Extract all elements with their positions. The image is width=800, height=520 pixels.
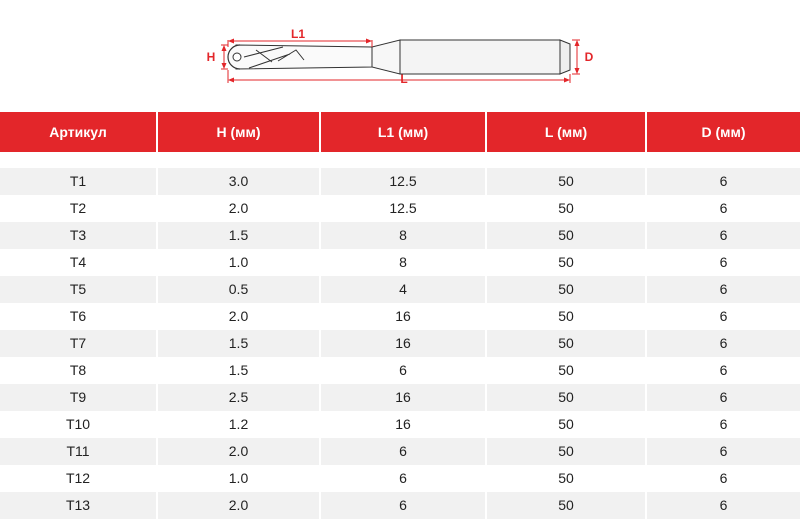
- cell-article: T5: [0, 276, 156, 303]
- cell-l: 50: [485, 222, 645, 249]
- cell-article: T1: [0, 168, 156, 195]
- cell-article: T12: [0, 465, 156, 492]
- cell-l1: 12.5: [319, 168, 485, 195]
- table-row: [0, 195, 800, 222]
- table-row: [0, 384, 800, 411]
- cell-article: T8: [0, 357, 156, 384]
- cell-l1: 4: [319, 276, 485, 303]
- cell-article: T6: [0, 303, 156, 330]
- cell-article: T13: [0, 492, 156, 519]
- table-row: [0, 303, 800, 330]
- cell-l: 50: [485, 195, 645, 222]
- cell-l: 50: [485, 465, 645, 492]
- tool-shank: [400, 40, 560, 74]
- cell-h: 2.0: [156, 438, 319, 465]
- cell-l1: 16: [319, 330, 485, 357]
- cell-d: 6: [645, 411, 800, 438]
- cell-l: 50: [485, 276, 645, 303]
- table-row: [0, 411, 800, 438]
- spec-table-body: [0, 152, 800, 519]
- cell-h: 1.0: [156, 249, 319, 276]
- cell-d: 6: [645, 249, 800, 276]
- shank-chamfer: [560, 40, 570, 74]
- cell-l1: 6: [319, 438, 485, 465]
- h-label: H: [206, 50, 216, 64]
- table-row: [0, 492, 800, 519]
- cell-h: 2.5: [156, 384, 319, 411]
- cell-article: T10: [0, 411, 156, 438]
- ball-nose-tip: [233, 53, 241, 61]
- cell-h: 1.0: [156, 465, 319, 492]
- header-h: H (мм): [156, 112, 319, 152]
- cell-h: 1.5: [156, 330, 319, 357]
- spec-table-header: [0, 112, 800, 152]
- cell-l: 50: [485, 438, 645, 465]
- cell-l1: 16: [319, 303, 485, 330]
- cell-l: 50: [485, 492, 645, 519]
- tool-neck: [372, 40, 400, 74]
- cell-l: 50: [485, 303, 645, 330]
- spec-table: [0, 112, 800, 519]
- cell-article: T3: [0, 222, 156, 249]
- cell-l1: 8: [319, 222, 485, 249]
- cell-d: 6: [645, 438, 800, 465]
- cell-d: 6: [645, 357, 800, 384]
- cell-d: 6: [645, 384, 800, 411]
- cell-d: 6: [645, 222, 800, 249]
- cell-article: T9: [0, 384, 156, 411]
- l-label: L: [400, 72, 408, 86]
- cell-l: 50: [485, 411, 645, 438]
- d-label: D: [584, 50, 594, 64]
- cell-l1: 6: [319, 357, 485, 384]
- table-row: [0, 357, 800, 384]
- table-row: [0, 330, 800, 357]
- table-row: [0, 168, 800, 195]
- cell-l1: 6: [319, 465, 485, 492]
- table-row: [0, 222, 800, 249]
- cell-l1: 8: [319, 249, 485, 276]
- end-mill-diagram: [0, 0, 800, 112]
- header-d: D (мм): [645, 112, 800, 152]
- table-row: [0, 438, 800, 465]
- end-mill-drawing: [0, 0, 800, 112]
- header-article: Артикул: [0, 112, 156, 152]
- cell-l: 50: [485, 384, 645, 411]
- cell-l: 50: [485, 168, 645, 195]
- l1-label: L1: [290, 27, 306, 41]
- cell-d: 6: [645, 492, 800, 519]
- cell-d: 6: [645, 195, 800, 222]
- cell-h: 1.5: [156, 222, 319, 249]
- header-spacer: [0, 152, 800, 168]
- table-row: [0, 465, 800, 492]
- cell-h: 2.0: [156, 492, 319, 519]
- cell-h: 2.0: [156, 303, 319, 330]
- cell-h: 0.5: [156, 276, 319, 303]
- cell-l1: 16: [319, 384, 485, 411]
- header-l: L (мм): [485, 112, 645, 152]
- cell-l1: 12.5: [319, 195, 485, 222]
- cell-article: T2: [0, 195, 156, 222]
- table-row: [0, 249, 800, 276]
- cell-d: 6: [645, 168, 800, 195]
- cell-l1: 16: [319, 411, 485, 438]
- cell-d: 6: [645, 330, 800, 357]
- cell-d: 6: [645, 465, 800, 492]
- cell-h: 1.2: [156, 411, 319, 438]
- cell-d: 6: [645, 276, 800, 303]
- cell-h: 1.5: [156, 357, 319, 384]
- cell-d: 6: [645, 303, 800, 330]
- cell-h: 3.0: [156, 168, 319, 195]
- cell-h: 2.0: [156, 195, 319, 222]
- cell-l: 50: [485, 249, 645, 276]
- header-l1: L1 (мм): [319, 112, 485, 152]
- cell-l1: 6: [319, 492, 485, 519]
- cell-article: T4: [0, 249, 156, 276]
- cell-article: T7: [0, 330, 156, 357]
- cell-article: T11: [0, 438, 156, 465]
- table-row: [0, 276, 800, 303]
- cell-l: 50: [485, 330, 645, 357]
- cell-l: 50: [485, 357, 645, 384]
